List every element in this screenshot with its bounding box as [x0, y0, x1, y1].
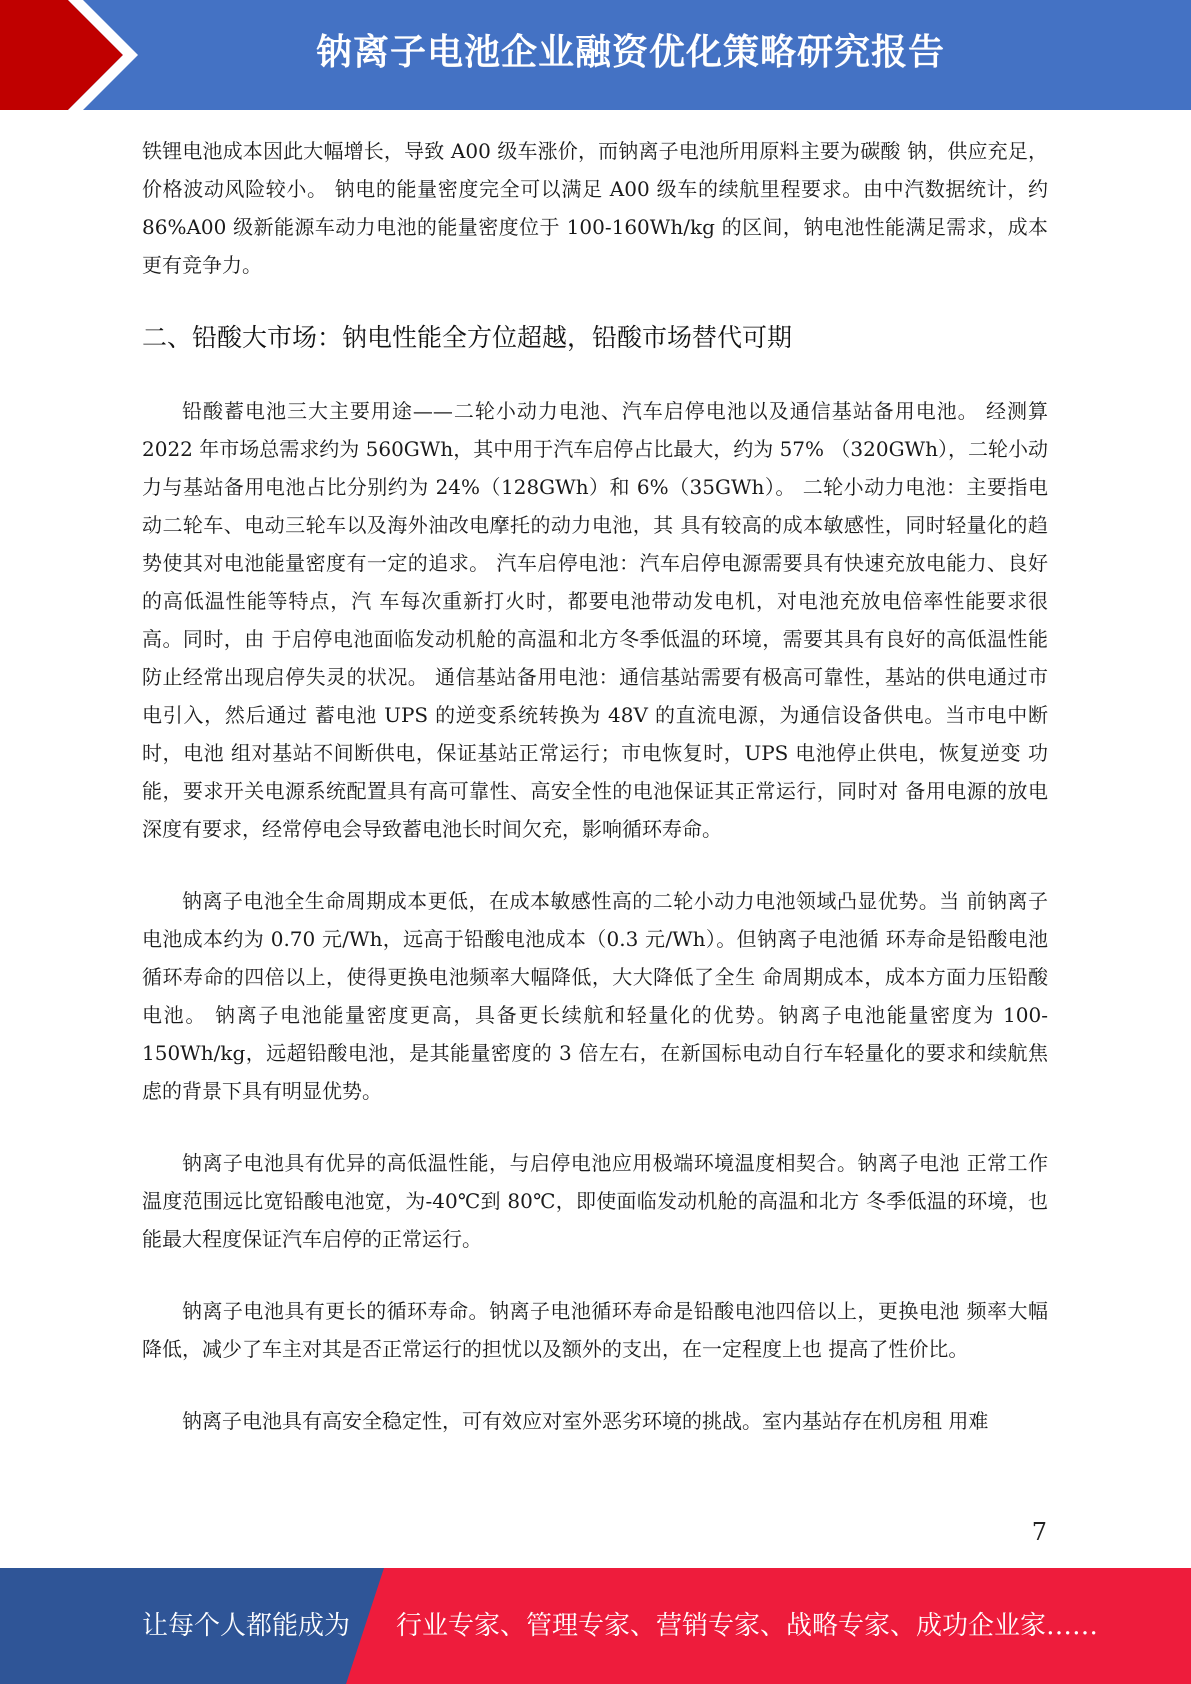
paragraph-lead-acid-uses: 铅酸蓄电池三大主要用途——二轮小动力电池、汽车启停电池以及通信基站备用电池。 经测算 2022 年市场总需求约为 560GWh，其中用于汽车启停占比最大，约为 57% （320GWh），二轮小动力与基站备用电池占比分别约为 24%（128GWh）和 6%（35GWh）。 二轮小动力电池：主要指电动二轮车、电动三轮车以及海外油改电摩托的动力电池，其 具有较高的成本敏感性，同时轻量化的趋势使其对电池能量密度有一定的追求。 汽车启停电池：汽车启停电源需要具有快速充放电能力、良好的高低温性能等特点，汽 车每次重新打火时，都要电池带动发电机，对电池充放电倍率性能要求很高。同时，由 于启停电池面临发动机舱的高温和北方冬季低温的环境，需要其具有良好的高低温性能防止经常出现启停失灵的状况。 通信基站备用电池：通信基站需要有极高可靠性，基站的供电通过市电引入，然后通过 蓄电池 UPS 的逆变系统转换为 48V 的直流电源，为通信设备供电。当市电中断时，电池 组对基站不间断供电，保证基站正常运行；市电恢复时，UPS 电池停止供电，恢复逆变 功能，要求开关电源系统配置具有高可靠性、高安全性的电池保证其正常运行，同时对 备用电源的放电深度有要求，经常停电会导致蓄电池长时间欠充，影响循环寿命。 [142, 399, 1048, 841]
paragraph-cycle-life: 钠离子电池具有更长的循环寿命。钠离子电池循环寿命是铅酸电池四倍以上，更换电池 频率大幅降低，减少了车主对其是否正常运行的担忧以及额外的支出，在一定程度上也 提高了性价比。 [142, 1299, 1048, 1361]
paragraph-lifecycle-cost: 钠离子电池全生命周期成本更低，在成本敏感性高的二轮小动力电池领域凸显优势。当 前钠离子电池成本约为 0.70 元/Wh，远高于铅酸电池成本（0.3 元/Wh）。但钠离子电池循 环寿命是铅酸电池循环寿命的四倍以上，使得更换电池频率大幅降低，大大降低了全生 命周期成本，成本方面力压铅酸电池。 钠离子电池能量密度更高，具备更长续航和轻量化的优势。钠离子电池能量密度为 100-150Wh/kg，远超铅酸电池，是其能量密度的 3 倍左右，在新国标电动自行车轻量化的要求和续航焦虑的背景下具有明显优势。 [142, 889, 1048, 1103]
page-number: 7 [1031, 1518, 1047, 1546]
chevron-arrow-icon [0, 0, 150, 110]
page-footer [0, 1568, 1191, 1684]
report-title: 钠离子电池企业融资优化策略研究报告 [315, 32, 945, 73]
intro-paragraph: 铁锂电池成本因此大幅增长，导致 A00 级车涨价，而钠离子电池所用原料主要为碳酸 钠，供应充足，价格波动风险较小。 钠电的能量密度完全可以满足 A00 级车的续航里程要求。由中汽数据统计，约 86%A00 级新能源车动力电池的能量密度位于 100-160Wh/kg 的区间，钠电池性能满足需求，成本 更有竞争力。 [142, 139, 1048, 277]
footer-slogan-right: 行业专家、管理专家、营销专家、战略专家、成功企业家…… [396, 1611, 1099, 1641]
paragraph-safety: 钠离子电池具有高安全稳定性，可有效应对室外恶劣环境的挑战。室内基站存在机房租 用难 [182, 1409, 989, 1433]
page-header [0, 0, 1191, 110]
footer-slogan-left: 让每个人都能成为 [142, 1611, 351, 1641]
document-body [142, 132, 1048, 1440]
section-heading: 二、铅酸大市场：钠电性能全方位超越，铅酸市场替代可期 [142, 323, 793, 352]
paragraph-temperature: 钠离子电池具有优异的高低温性能，与启停电池应用极端环境温度相契合。钠离子电池 正常工作温度范围远比宽铅酸电池宽，为-40℃到 80℃，即使面临发动机舱的高温和北方 冬季低温的环境，也能最大程度保证汽车启停的正常运行。 [142, 1151, 1048, 1251]
